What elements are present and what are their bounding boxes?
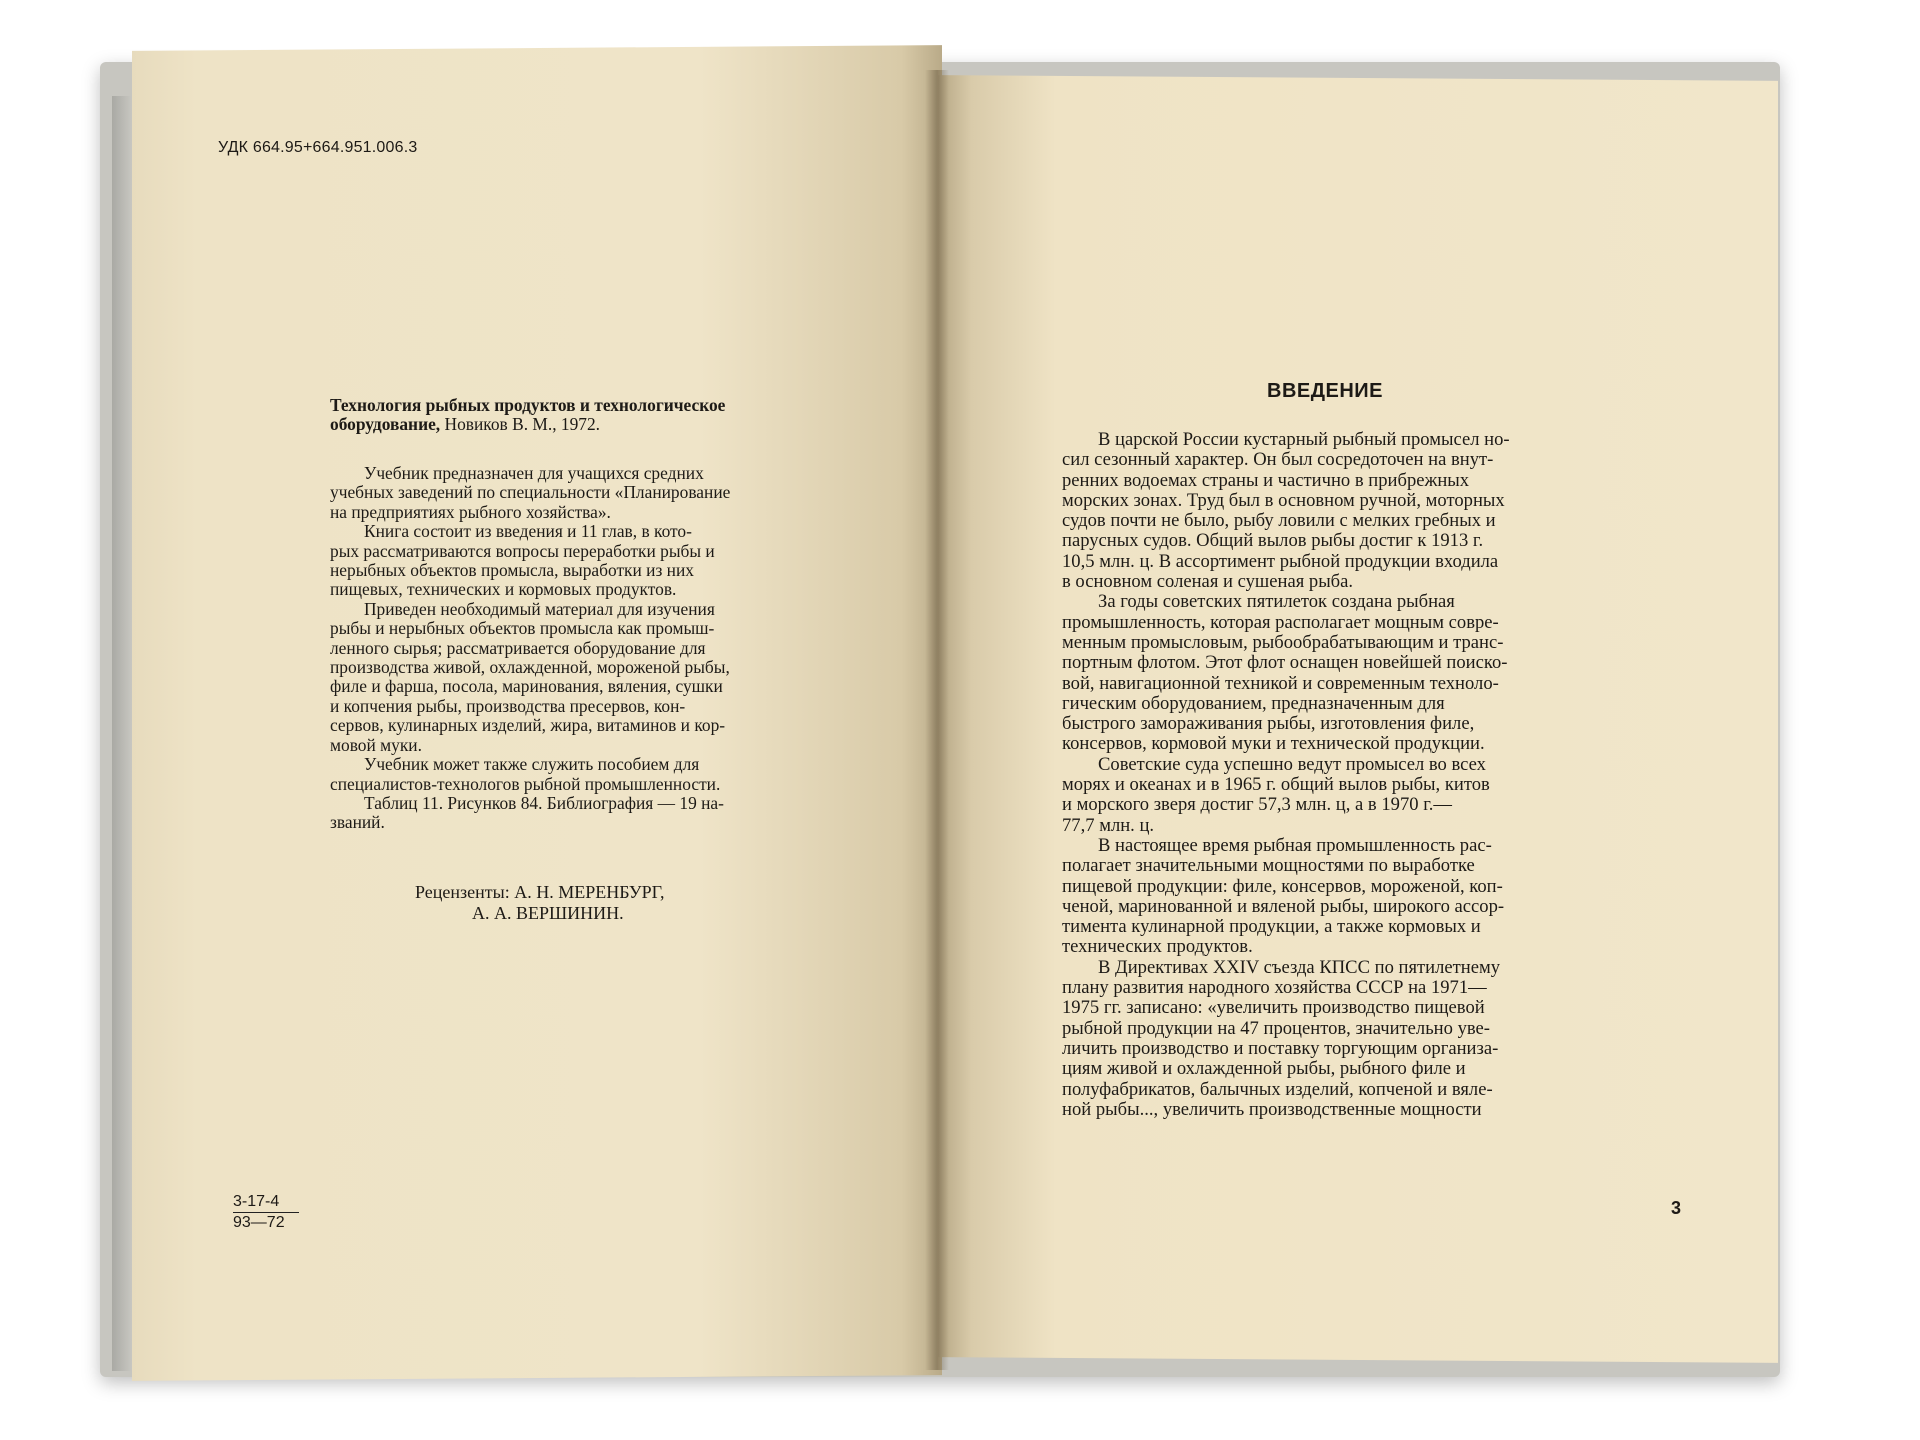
text-line: менным промысловым, рыбообрабатывающим и транс-: [1062, 631, 1504, 653]
text-line: портным флотом. Этот флот оснащен новейшей поиско-: [1062, 652, 1508, 674]
annotation-line: учебных заведений по специальности «Планирование: [330, 482, 731, 503]
text-line: и морского зверя достиг 57,3 млн. ц, а в 1970 г.—: [1062, 794, 1452, 816]
annotation-line: специалистов-технологов рыбной промышленности.: [330, 773, 721, 794]
annotation-line: Таблиц 11. Рисунков 84. Библиография — 19 на-: [364, 792, 724, 813]
annotation-line: рыбы и нерыбных объектов промысла как промыш-: [330, 618, 715, 639]
annotation-line: званий.: [330, 812, 385, 833]
text-line: быстрого замораживания рыбы, изготовления филе,: [1062, 713, 1475, 735]
text-line: 1975 гг. записано: «увеличить производство пищевой: [1062, 997, 1485, 1019]
publication-code: [233, 1192, 299, 1232]
cover-edge: [112, 96, 132, 1371]
annotation-line: рых рассматриваются вопросы переработки рыбы и: [330, 540, 715, 561]
chapter-heading: ВВЕДЕНИЕ: [1267, 380, 1383, 402]
text-line: ренних водоемах страны и частично в прибрежных: [1062, 469, 1470, 491]
annotation-line: Учебник предназначен для учащихся средних: [364, 463, 704, 483]
text-line: тимента кулинарной продукции, а также кормовых и: [1062, 916, 1481, 938]
text-line: рыбной продукции на 47 процентов, значительно уве-: [1062, 1017, 1490, 1039]
code-bottom: 93—72: [233, 1214, 285, 1231]
text-line: 77,7 млн. ц.: [1062, 814, 1155, 836]
annotation-line: Учебник может также служить пособием для: [364, 754, 700, 775]
text-line: В царской России кустарный рыбный промысел но-: [1098, 429, 1510, 450]
text-line: полагает значительными мощностями по выработке: [1062, 855, 1475, 877]
annotation-line: нерыбных объектов промысла, выработки из них: [330, 560, 694, 581]
text-line: ной рыбы..., увеличить производственные мощности: [1062, 1098, 1482, 1120]
annotation-line: сервов, кулинарных изделий, жира, витаминов и кор-: [330, 715, 726, 736]
reviewers-line: А. А. ВЕРШИНИН.: [472, 903, 624, 923]
book-title: [330, 396, 800, 435]
text-line: Советские суда успешно ведут промысел во всех: [1098, 753, 1486, 775]
page-number: 3: [1671, 1198, 1682, 1218]
text-line: циям живой и охлажденной рыбы, рыбного филе и: [1062, 1058, 1466, 1080]
text-line: парусных судов. Общий вылов рыбы достиг к 1913 г.: [1062, 530, 1484, 552]
text-line: ченой, маринованной и вяленой рыбы, широкого ассор-: [1062, 895, 1505, 917]
title-line: Технология рыбных продуктов и технологическое: [330, 395, 726, 415]
udc-code: УДК 664.95+664.951.006.3: [218, 139, 418, 156]
text-line: За годы советских пятилеток создана рыбная: [1098, 591, 1455, 613]
annotation-line: и копчения рыбы, производства пресервов, кон-: [330, 695, 686, 716]
title-line-bold: оборудование,: [330, 414, 441, 435]
annotation: [330, 464, 800, 833]
reviewers: [415, 882, 665, 924]
annotation-line: мовой муки.: [330, 734, 422, 755]
annotation-line: филе и фарша, посола, маринования, вяления, сушки: [330, 676, 723, 697]
book-gutter: [925, 70, 949, 1370]
annotation-line: ленного сырья; рассматривается оборудование для: [330, 637, 706, 658]
annotation-line: пищевых, технических и кормовых продуктов.: [330, 579, 677, 600]
text-line: судов почти не было, рыбу ловили с мелких гребных и: [1062, 510, 1496, 532]
title-line: оборудование, Новиков В. М., 1972.: [330, 414, 601, 435]
introduction-text: [1062, 430, 1622, 1120]
text-line: 10,5 млн. ц. В ассортимент рыбной продукции входила: [1062, 550, 1499, 572]
text-line: технических продуктов.: [1062, 936, 1253, 958]
text-line: сил сезонный характер. Он был сосредоточен на внут-: [1062, 449, 1494, 471]
text-line: полуфабрикатов, балычных изделий, копченой и вяле-: [1062, 1078, 1493, 1100]
annotation-line: Приведен необходимый материал для изучения: [364, 598, 715, 619]
reviewers-line: Рецензенты: А. Н. МЕРЕНБУРГ,: [415, 882, 665, 902]
text-line: вой, навигационной техникой и современным техноло-: [1062, 672, 1499, 694]
text-line: плану развития народного хозяйства СССР на 1971—: [1062, 977, 1487, 999]
text-line: гическим оборудованием, предназначенным для: [1062, 692, 1445, 714]
text-line: консервов, кормовой муки и технической продукции.: [1062, 733, 1485, 755]
code-top: 3-17-4: [233, 1192, 299, 1213]
text-line: морях и океанах и в 1965 г. общий вылов рыбы, китов: [1062, 774, 1490, 796]
text-line: промышленность, которая располагает мощным совре-: [1062, 611, 1499, 633]
text-line: В настоящее время рыбная промышленность рас-: [1098, 834, 1492, 856]
text-line: в основном соленая и сушеная рыба.: [1062, 571, 1354, 593]
annotation-line: на предприятиях рыбного хозяйства».: [330, 501, 611, 522]
annotation-line: Книга состоит из введения и 11 глав, в кото-: [364, 521, 692, 542]
text-line: пищевой продукции: филе, консервов, мороженой, коп-: [1062, 875, 1503, 897]
text-line: морских зонах. Труд был в основном ручной, моторных: [1062, 489, 1505, 511]
annotation-line: производства живой, охлажденной, мороженой рыбы,: [330, 657, 730, 678]
text-line: В Директивах XXIV съезда КПСС по пятилетнему: [1098, 956, 1501, 978]
text-line: личить производство и поставку торгующим организа-: [1062, 1037, 1499, 1059]
